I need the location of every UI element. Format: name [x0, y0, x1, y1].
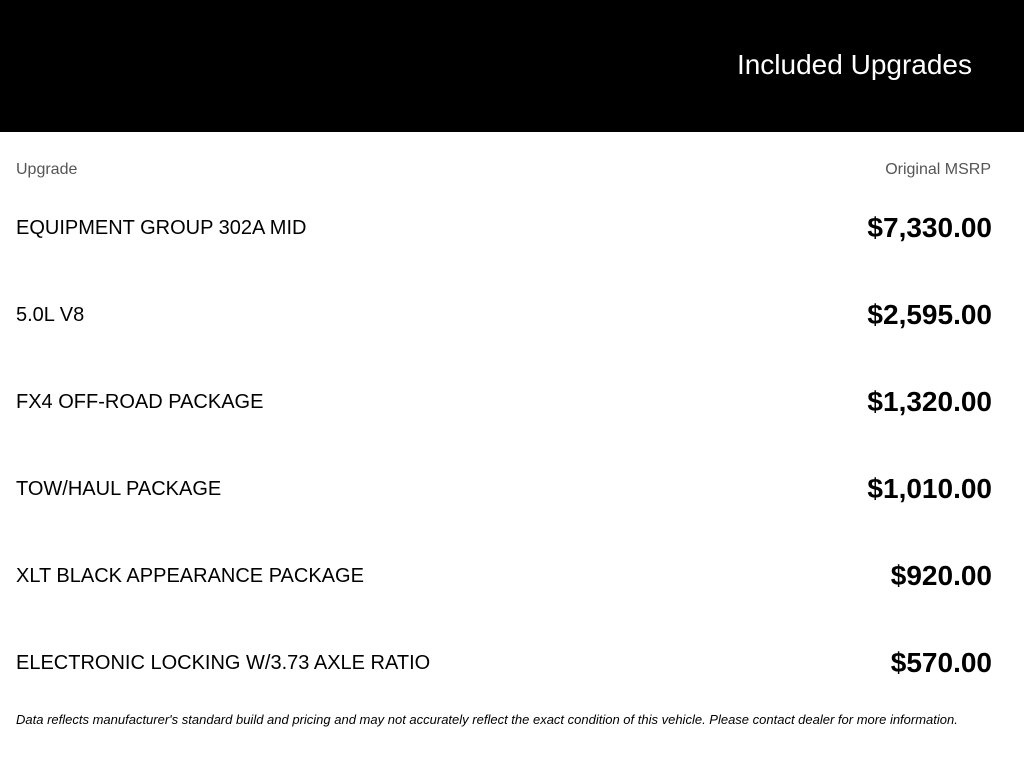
upgrade-row — [0, 643, 1024, 683]
upgrade-msrp: $570.00 — [890, 647, 992, 678]
upgrade-name: EQUIPMENT GROUP 302A MID — [16, 217, 307, 239]
upgrade-msrp: $1,320.00 — [867, 386, 992, 417]
page-title: Included Upgrades — [736, 49, 972, 80]
upgrade-msrp: $1,010.00 — [867, 473, 992, 504]
upgrade-msrp: $7,330.00 — [867, 212, 992, 243]
column-header-msrp: Original MSRP — [885, 161, 991, 178]
upgrade-row — [0, 382, 1024, 422]
upgrade-name: XLT BLACK APPEARANCE PACKAGE — [16, 565, 364, 587]
upgrade-name: 5.0L V8 — [16, 304, 85, 326]
upgrade-msrp: $2,595.00 — [867, 299, 992, 330]
upgrade-row — [0, 295, 1024, 335]
upgrade-row — [0, 208, 1024, 248]
page-header — [0, 0, 1024, 132]
column-header-upgrade: Upgrade — [16, 161, 78, 178]
upgrade-name: TOW/HAUL PACKAGE — [16, 478, 222, 500]
upgrade-row — [0, 469, 1024, 509]
upgrade-name: ELECTRONIC LOCKING W/3.73 AXLE RATIO — [16, 652, 431, 674]
upgrade-msrp: $920.00 — [890, 560, 992, 591]
disclaimer-text: Data reflects manufacturer's standard build and pricing and may not accurately reflect the exact condition of this vehicle. Please contact dealer for more information. — [16, 712, 958, 727]
upgrade-name: FX4 OFF-ROAD PACKAGE — [16, 391, 264, 413]
upgrade-row — [0, 556, 1024, 596]
